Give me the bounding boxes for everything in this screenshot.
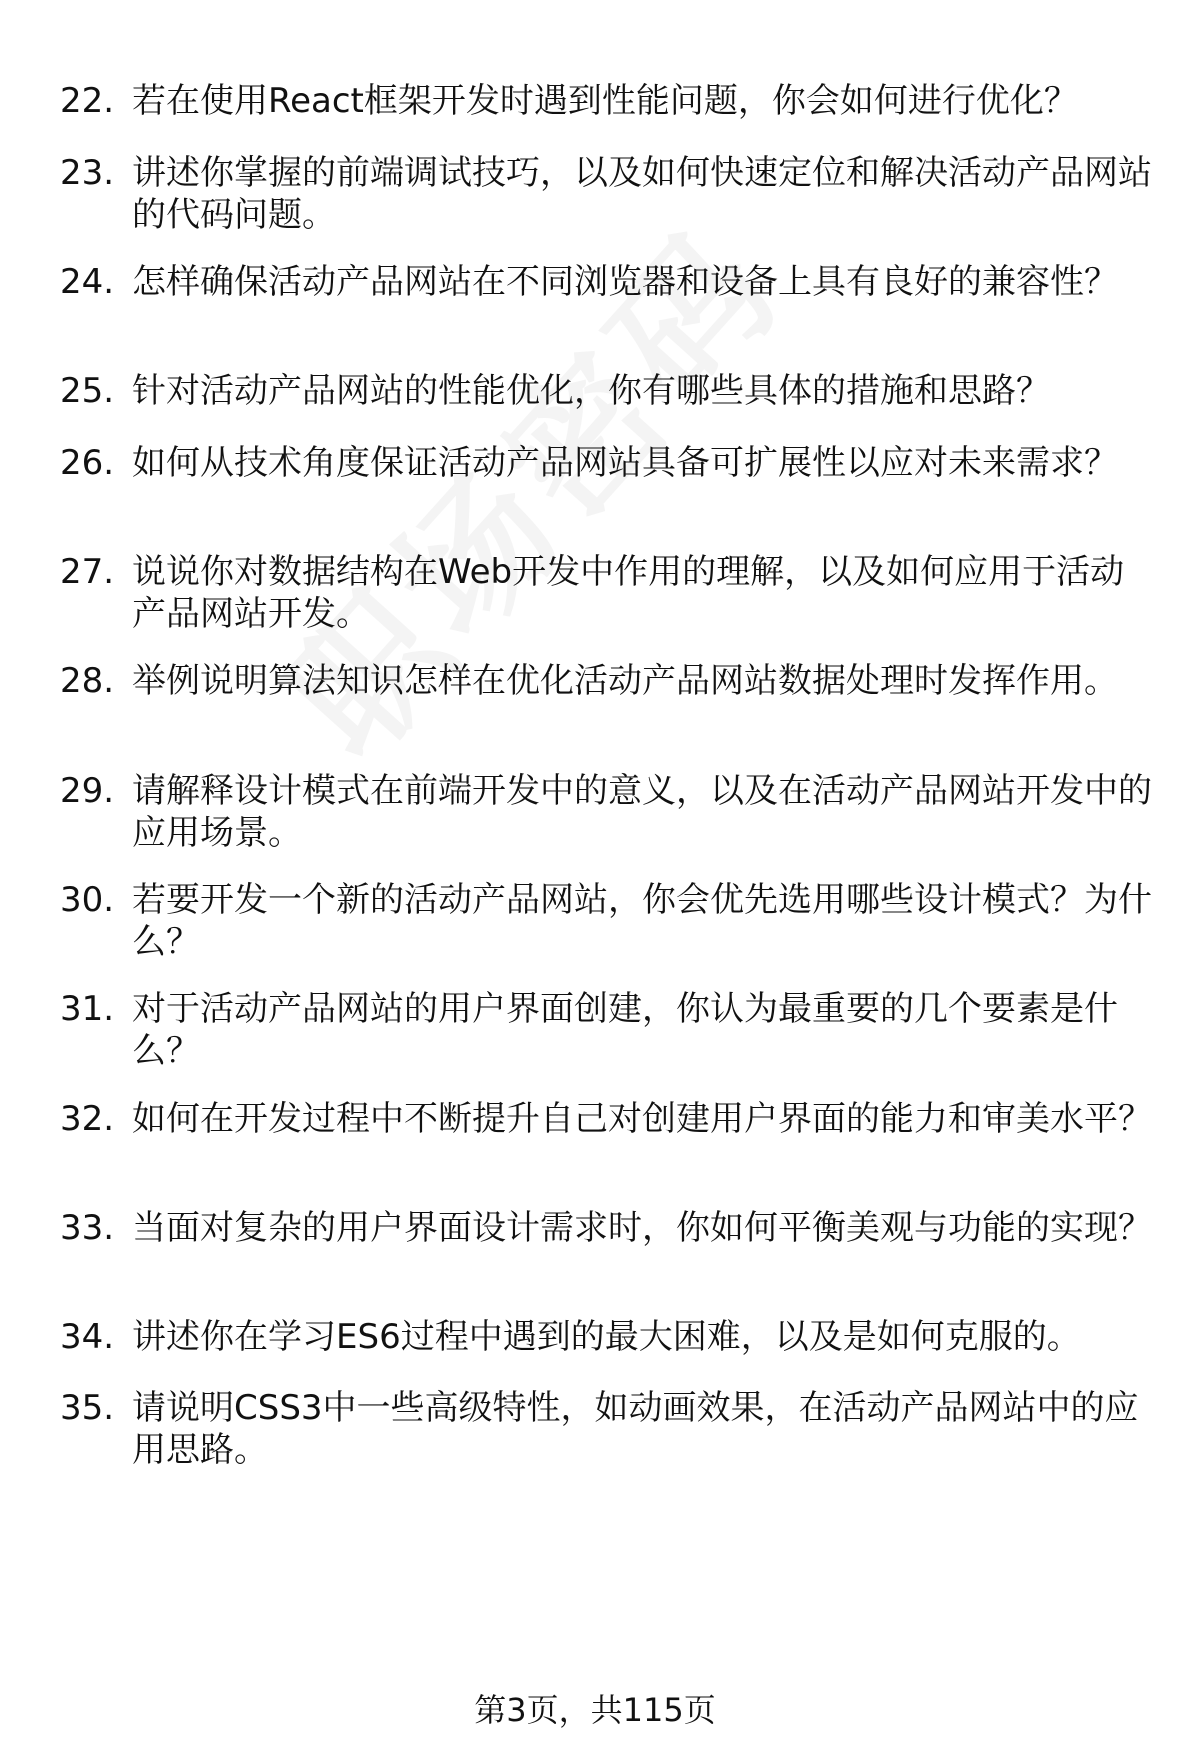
question-number: 28. <box>60 661 115 701</box>
question-number: 31. <box>60 989 115 1029</box>
question-text: 如何在开发过程中不断提升自己对创建用户界面的能力和审美水平？ <box>132 1099 1152 1139</box>
question-number: 33. <box>60 1208 115 1248</box>
question-number: 24. <box>60 262 115 302</box>
question-text: 举例说明算法知识怎样在优化活动产品网站数据处理时发挥作用。 <box>132 661 1118 701</box>
question-text: 若在使用React框架开发时遇到性能问题，你会如何进行优化？ <box>132 81 1078 121</box>
page-indicator: 第3页，共115页 <box>474 1691 716 1729</box>
question-number: 26. <box>60 443 115 483</box>
question-number: 32. <box>60 1099 115 1139</box>
question-text: 针对活动产品网站的性能优化，你有哪些具体的措施和思路？ <box>132 371 1050 411</box>
question-text: 怎样确保活动产品网站在不同浏览器和设备上具有良好的兼容性？ <box>132 262 1118 302</box>
question-text: 请说明CSS3中一些高级特性，如动画效果，在活动产品网站中的应用思路。 <box>132 1388 1139 1470</box>
question-text: 讲述你在学习ES6过程中遇到的最大困难，以及是如何克服的。 <box>132 1317 1081 1357</box>
question-text: 请解释设计模式在前端开发中的意义，以及在活动产品网站开发中的应用场景。 <box>132 771 1152 853</box>
question-number: 30. <box>60 880 115 920</box>
question-number: 34. <box>60 1317 115 1357</box>
question-text: 讲述你掌握的前端调试技巧，以及如何快速定位和解决活动产品网站的代码问题。 <box>132 153 1152 235</box>
question-text: 对于活动产品网站的用户界面创建，你认为最重要的几个要素是什么？ <box>132 989 1118 1071</box>
question-number: 29. <box>60 771 115 811</box>
question-text: 说说你对数据结构在Web开发中作用的理解，以及如何应用于活动产品网站开发。 <box>132 552 1125 634</box>
question-number: 27. <box>60 552 115 592</box>
question-text: 若要开发一个新的活动产品网站，你会优先选用哪些设计模式？为什么？ <box>132 880 1152 962</box>
question-text: 当面对复杂的用户界面设计需求时，你如何平衡美观与功能的实现？ <box>132 1208 1152 1248</box>
question-text: 如何从技术角度保证活动产品网站具备可扩展性以应对未来需求？ <box>132 443 1118 483</box>
question-number: 25. <box>60 371 115 411</box>
question-number: 22. <box>60 81 115 121</box>
question-number: 35. <box>60 1388 115 1428</box>
question-number: 23. <box>60 153 115 193</box>
